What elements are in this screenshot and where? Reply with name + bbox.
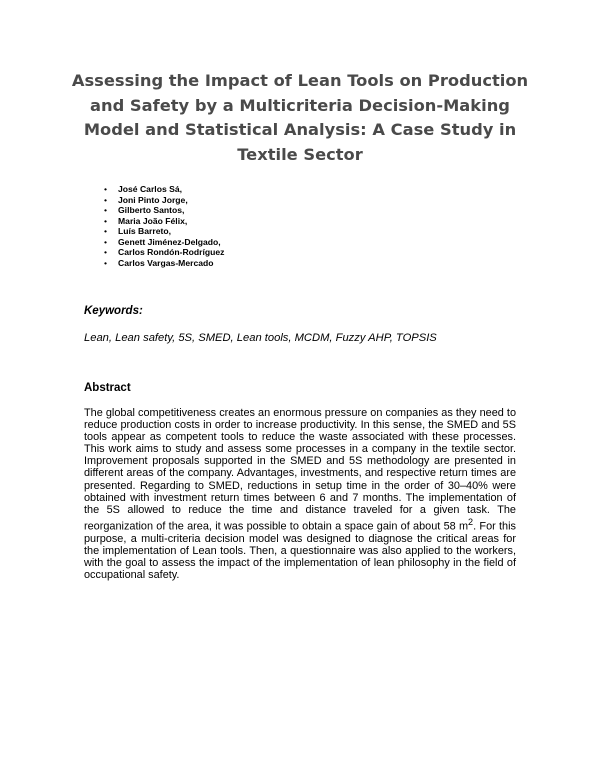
abstract-heading: Abstract	[84, 382, 131, 394]
paper-title: Assessing the Impact of Lean Tools on Production and Safety by a Multicriteria Decision-Making Model and Statistical Analysis: A Case Study in Textile Sector	[71, 71, 529, 164]
author-item: • Joni Pinto Jorge,	[104, 195, 224, 206]
abstract-superscript: 2	[468, 516, 474, 527]
keywords-text: Lean, Lean safety, 5S, SMED, Lean tools, MCDM, Fuzzy AHP, TOPSIS	[84, 332, 437, 344]
abstract-text-part-2: . For this purpose, a multi-criteria decision model was designed to diagnose the critical areas for the implementation of Lean tools. Then, a questionnaire was also applied to the workers, with the goal to assess the impact of the implementation of lean philosophy in the field of occupational safety.	[84, 520, 516, 581]
author-item: • Gilberto Santos,	[104, 205, 224, 216]
author-item: • Carlos Vargas-Mercado	[104, 258, 224, 269]
author-item: • José Carlos Sá,	[104, 184, 224, 195]
abstract-text-part-1: The global competitiveness creates an enormous pressure on companies as they need to reduce production costs in order to increase productivity. In this sense, the SMED and 5S tools appear as competent tools to reduce the waste associated with these processes. This work aims to study and assess some processes in a company in the textile sector. Improvement proposals supported in the SMED and 5S methodology are presented in different areas of the company. Advantages, investments, and respective return times are presented. Regarding to SMED, reductions in setup time in the order of 30–40% were obtained with investment return times between 6 and 7 months. The implementation of the 5S allowed to reduce the time and distance traveled for a given task. The reorganization of the area, it was possible to obtain a space gain of about 58 m	[84, 407, 516, 533]
author-item: • Genett Jiménez-Delgado,	[104, 237, 224, 248]
author-item: • Carlos Rondón-Rodríguez	[104, 247, 224, 258]
author-item: • Luís Barreto,	[104, 226, 224, 237]
author-item: • Maria João Félix,	[104, 216, 224, 227]
keywords-heading: Keywords:	[84, 305, 143, 317]
abstract-body	[84, 407, 516, 581]
author-list	[104, 184, 224, 268]
